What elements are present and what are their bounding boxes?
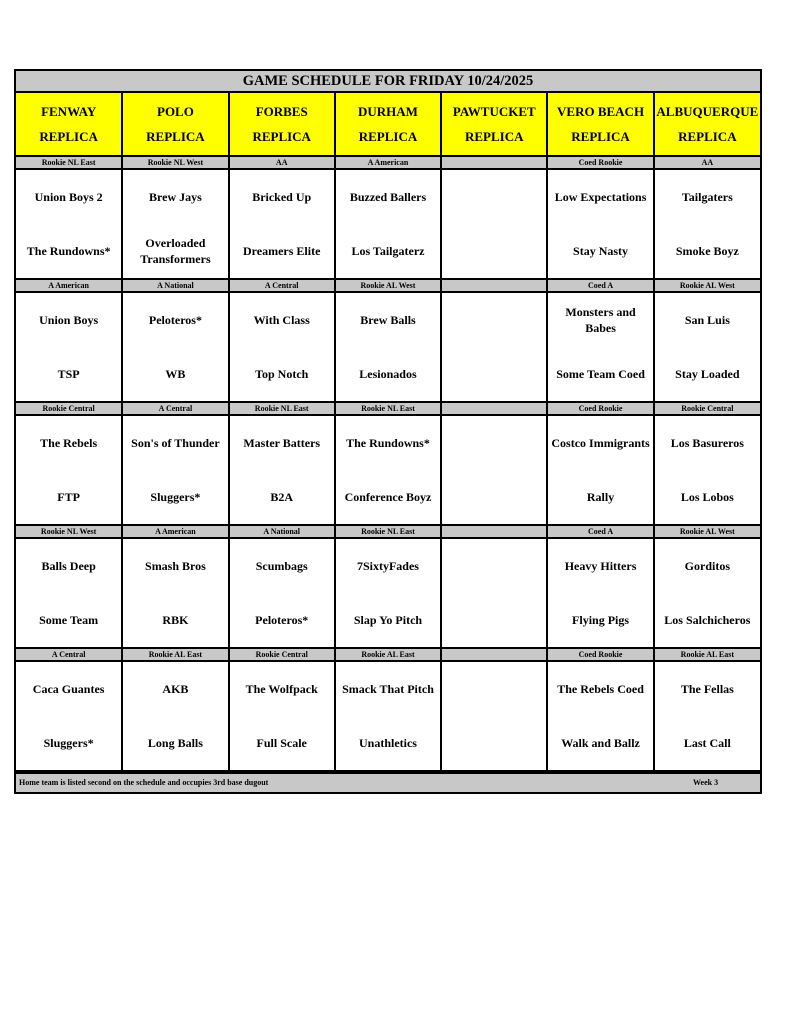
away-team: San Luis bbox=[684, 313, 730, 327]
field-subtitle: REPLICA bbox=[571, 128, 630, 144]
home-team: Los Salchicheros bbox=[664, 613, 751, 627]
division-label: Coed A bbox=[547, 279, 653, 292]
field-header bbox=[441, 93, 547, 156]
division-label: Rookie AL West bbox=[654, 279, 760, 292]
away-team: Costco Immigrants bbox=[551, 436, 650, 450]
home-team bbox=[442, 470, 546, 524]
game-cell bbox=[122, 661, 228, 771]
division-label: Rookie AL West bbox=[654, 525, 760, 538]
home-team: Rally bbox=[586, 490, 615, 504]
game-cell bbox=[16, 661, 122, 771]
field-subtitle: REPLICA bbox=[252, 128, 311, 144]
division-label bbox=[441, 402, 547, 415]
field-header bbox=[122, 93, 228, 156]
home-team: Stay Loaded bbox=[675, 367, 740, 381]
field-name: VERO BEACH bbox=[557, 103, 645, 119]
game-cell bbox=[335, 292, 441, 402]
game-cell bbox=[229, 415, 335, 525]
field-name: PAWTUCKET bbox=[452, 103, 536, 119]
field-subtitle: REPLICA bbox=[465, 128, 524, 144]
home-team: Dreamers Elite bbox=[242, 244, 321, 258]
field-name: FENWAY bbox=[41, 103, 97, 119]
game-cell bbox=[16, 292, 122, 402]
game-cell bbox=[335, 661, 441, 771]
game-cell bbox=[547, 415, 653, 525]
game-cell bbox=[654, 415, 760, 525]
away-team: Bricked Up bbox=[252, 190, 312, 204]
game-cell bbox=[441, 415, 547, 525]
home-team: Smoke Boyz bbox=[675, 244, 739, 258]
division-row bbox=[16, 525, 760, 538]
away-team: Son's of Thunder bbox=[131, 436, 220, 450]
home-team bbox=[442, 716, 546, 770]
division-label: Rookie Central bbox=[16, 402, 122, 415]
home-team: Sluggers* bbox=[150, 490, 201, 504]
away-team bbox=[442, 416, 546, 470]
field-subtitle: REPLICA bbox=[678, 128, 737, 144]
division-row bbox=[16, 156, 760, 169]
field-name: DURHAM bbox=[358, 103, 418, 119]
division-label: Rookie NL West bbox=[16, 525, 122, 538]
home-team: Sluggers* bbox=[43, 736, 94, 750]
game-cell bbox=[335, 415, 441, 525]
game-cell bbox=[654, 538, 760, 648]
away-team: The Wolfpack bbox=[245, 682, 318, 696]
game-cell bbox=[441, 169, 547, 279]
home-team: FTP bbox=[57, 490, 80, 504]
home-team: WB bbox=[165, 367, 186, 381]
game-row bbox=[16, 415, 760, 525]
division-label: AA bbox=[654, 156, 760, 169]
division-label bbox=[441, 279, 547, 292]
home-team: Some Team bbox=[39, 613, 99, 627]
home-team: RBK bbox=[162, 613, 189, 627]
away-team: Balls Deep bbox=[41, 559, 96, 573]
home-team: Top Notch bbox=[255, 367, 309, 381]
home-team bbox=[442, 224, 546, 278]
home-team bbox=[442, 347, 546, 401]
away-team: The Rebels bbox=[40, 436, 98, 450]
division-label: Rookie NL West bbox=[122, 156, 228, 169]
division-row bbox=[16, 402, 760, 415]
game-cell bbox=[16, 538, 122, 648]
away-team: Master Batters bbox=[243, 436, 321, 450]
game-cell bbox=[122, 292, 228, 402]
home-team: Long Balls bbox=[147, 736, 203, 750]
game-cell bbox=[547, 661, 653, 771]
away-team bbox=[442, 293, 546, 347]
away-team: The Rundowns* bbox=[346, 436, 430, 450]
game-cell bbox=[229, 538, 335, 648]
home-team: Unathletics bbox=[358, 736, 417, 750]
division-label: A American bbox=[16, 279, 122, 292]
division-label: Coed Rookie bbox=[547, 156, 653, 169]
game-row bbox=[16, 169, 760, 279]
away-team: Caca Guantes bbox=[32, 682, 105, 696]
division-label: Rookie AL East bbox=[335, 648, 441, 661]
away-team: Union Boys bbox=[39, 313, 99, 327]
game-cell bbox=[122, 538, 228, 648]
game-cell bbox=[654, 292, 760, 402]
schedule-sheet bbox=[14, 69, 762, 794]
field-header bbox=[335, 93, 441, 156]
game-cell bbox=[229, 292, 335, 402]
field-header bbox=[654, 93, 760, 156]
home-team: Overloaded Transformers bbox=[140, 236, 211, 266]
away-team: Buzzed Ballers bbox=[349, 190, 427, 204]
division-row bbox=[16, 279, 760, 292]
field-header bbox=[229, 93, 335, 156]
field-subtitle: REPLICA bbox=[39, 128, 98, 144]
game-cell bbox=[654, 169, 760, 279]
home-team: Some Team Coed bbox=[556, 367, 645, 381]
division-label: Rookie AL East bbox=[122, 648, 228, 661]
field-name: POLO bbox=[157, 103, 194, 119]
away-team bbox=[442, 539, 546, 593]
schedule-table bbox=[16, 93, 760, 772]
field-subtitle: REPLICA bbox=[358, 128, 418, 144]
home-team: Full Scale bbox=[256, 736, 307, 750]
division-label: Rookie NL East bbox=[335, 525, 441, 538]
away-team: Smash Bros bbox=[145, 559, 206, 573]
division-label: A American bbox=[122, 525, 228, 538]
home-team: B2A bbox=[270, 490, 294, 504]
game-cell bbox=[122, 169, 228, 279]
away-team: Heavy Hitters bbox=[564, 559, 637, 573]
game-cell bbox=[335, 169, 441, 279]
division-label: Rookie AL East bbox=[654, 648, 760, 661]
game-cell bbox=[335, 538, 441, 648]
game-cell bbox=[441, 538, 547, 648]
away-team: 7SixtyFades bbox=[356, 559, 419, 573]
home-team: Conference Boyz bbox=[344, 490, 432, 504]
division-row bbox=[16, 648, 760, 661]
division-label: A National bbox=[122, 279, 228, 292]
home-team: Slap Yo Pitch bbox=[353, 613, 423, 627]
division-label: Coed Rookie bbox=[547, 402, 653, 415]
division-label: A Central bbox=[122, 402, 228, 415]
schedule-footer bbox=[16, 772, 760, 792]
division-label: Rookie NL East bbox=[229, 402, 335, 415]
home-team: Walk and Ballz bbox=[561, 736, 640, 750]
game-cell bbox=[122, 415, 228, 525]
field-header bbox=[547, 93, 653, 156]
game-cell bbox=[654, 661, 760, 771]
division-label: Rookie AL West bbox=[335, 279, 441, 292]
division-label: A Central bbox=[16, 648, 122, 661]
home-team-note: Home team is listed second on the schedule and occupies 3rd base dugout bbox=[19, 778, 269, 787]
division-label bbox=[441, 525, 547, 538]
division-label: Coed A bbox=[547, 525, 653, 538]
field-subtitle: REPLICA bbox=[146, 128, 205, 144]
division-label: Rookie NL East bbox=[335, 402, 441, 415]
game-cell bbox=[16, 169, 122, 279]
away-team: Smack That Pitch bbox=[342, 682, 434, 696]
division-label: A Central bbox=[229, 279, 335, 292]
division-label: A American bbox=[335, 156, 441, 169]
home-team: Flying Pigs bbox=[572, 613, 630, 627]
away-team bbox=[442, 662, 546, 716]
division-label: Rookie NL East bbox=[16, 156, 122, 169]
field-name: FORBES bbox=[255, 103, 308, 119]
division-label bbox=[441, 648, 547, 661]
home-team: Los Tailgaterz bbox=[351, 244, 425, 258]
division-label bbox=[441, 156, 547, 169]
game-cell bbox=[547, 169, 653, 279]
game-cell bbox=[229, 169, 335, 279]
field-name: ALBUQUERQUE bbox=[656, 103, 759, 119]
away-team: Peloteros* bbox=[148, 313, 202, 327]
home-team bbox=[442, 593, 546, 647]
home-team: Peloteros* bbox=[255, 613, 309, 627]
week-label: Week 3 bbox=[693, 778, 719, 787]
division-label: Rookie Central bbox=[654, 402, 760, 415]
division-label: A National bbox=[229, 525, 335, 538]
away-team: Low Expectations bbox=[554, 190, 647, 204]
game-row bbox=[16, 661, 760, 771]
game-cell bbox=[547, 292, 653, 402]
away-team: Los Basureros bbox=[670, 436, 744, 450]
home-team: The Rundowns* bbox=[26, 244, 111, 258]
home-team: Los Lobos bbox=[680, 490, 734, 504]
away-team: Brew Jays bbox=[149, 190, 202, 204]
home-team: TSP bbox=[57, 367, 80, 381]
home-team: Last Call bbox=[683, 736, 731, 750]
division-label: Coed Rookie bbox=[547, 648, 653, 661]
away-team: Gorditos bbox=[684, 559, 731, 573]
away-team: With Class bbox=[253, 313, 310, 327]
game-cell bbox=[16, 415, 122, 525]
field-header bbox=[16, 93, 122, 156]
away-team: Scumbags bbox=[255, 559, 308, 573]
away-team: Monsters and Babes bbox=[565, 305, 636, 335]
away-team: AKB bbox=[162, 682, 189, 696]
game-cell bbox=[547, 538, 653, 648]
away-team: Brew Balls bbox=[360, 313, 416, 327]
game-row bbox=[16, 538, 760, 648]
division-label: AA bbox=[229, 156, 335, 169]
division-label: Rookie Central bbox=[229, 648, 335, 661]
away-team bbox=[442, 170, 546, 224]
schedule-body bbox=[16, 93, 760, 771]
field-header-row bbox=[16, 93, 760, 156]
game-cell bbox=[441, 661, 547, 771]
home-team: Lesionados bbox=[359, 367, 417, 381]
away-team: The Fellas bbox=[680, 682, 734, 696]
away-team: Union Boys 2 bbox=[34, 190, 103, 204]
game-row bbox=[16, 292, 760, 402]
game-cell bbox=[441, 292, 547, 402]
schedule-title: GAME SCHEDULE FOR FRIDAY 10/24/2025 bbox=[16, 71, 760, 93]
game-cell bbox=[229, 661, 335, 771]
away-team: Tailgaters bbox=[681, 190, 733, 204]
home-team: Stay Nasty bbox=[573, 244, 629, 258]
away-team: The Rebels Coed bbox=[557, 682, 644, 696]
